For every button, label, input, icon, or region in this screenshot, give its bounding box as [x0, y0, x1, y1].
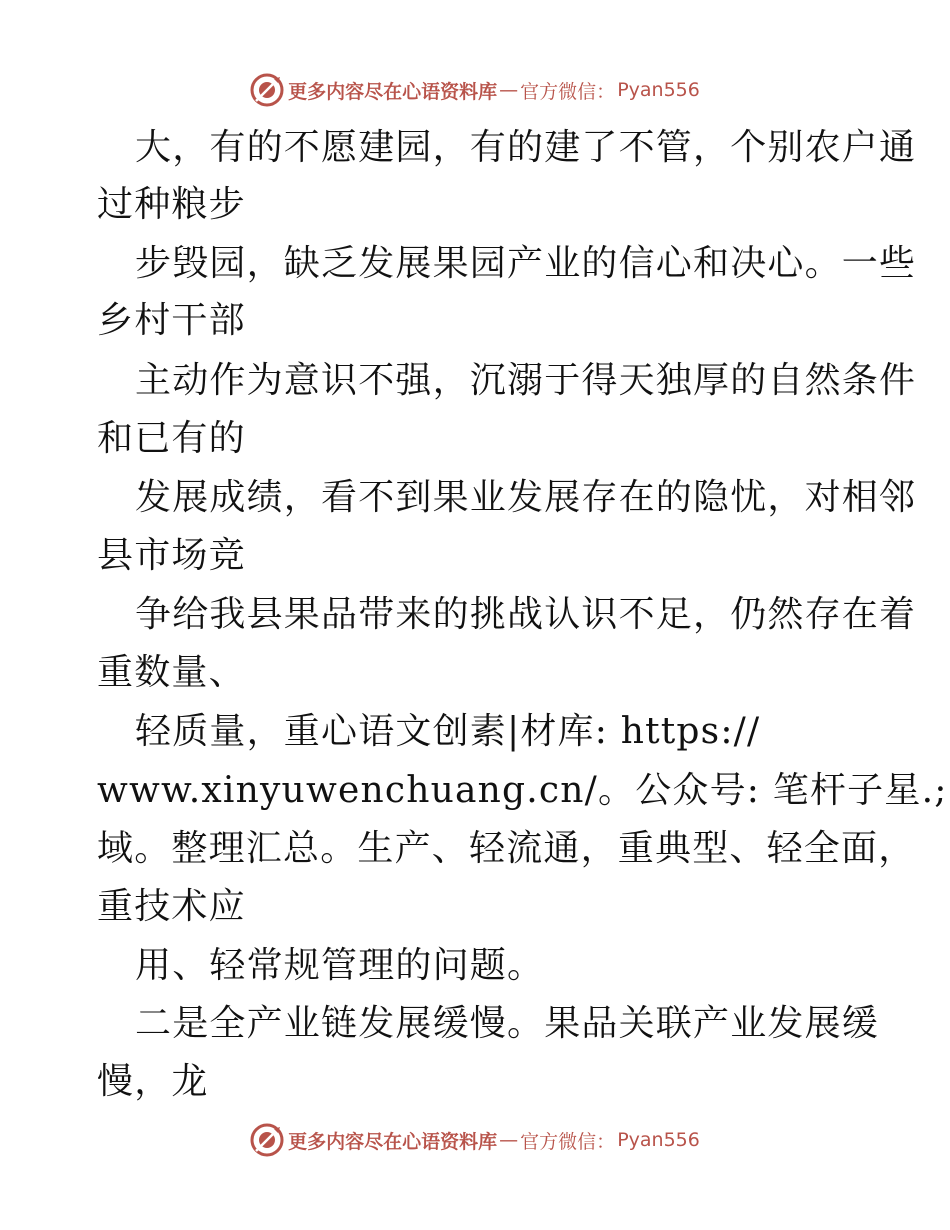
body-line: 域。整理汇总。生产、轻流通，重典型、轻全面， [97, 828, 916, 869]
body-line: 重数量、 [97, 652, 246, 693]
banner-wechat-id: Pyan556 [617, 1129, 700, 1151]
banner-site-text: 更多内容尽在心语资料库 [288, 1130, 498, 1153]
body-line: 县市场竞 [97, 535, 246, 576]
body-line: 慢，龙 [97, 1061, 209, 1102]
body-line: www.xinyuwenchuang.cn/。公众号: 笔杆子星.; [97, 770, 948, 811]
banner-wechat-label: 官方微信： [520, 1130, 616, 1153]
body-line: 用、轻常规管理的问题。 [135, 945, 545, 986]
body-line: 过种粮步 [97, 184, 246, 225]
body-line: 和已有的 [97, 418, 246, 459]
header-watermark-banner [0, 70, 950, 110]
body-line: 大，有的不愿建园，有的建了不管，个别农户通 [135, 127, 917, 168]
banner-site-text: 更多内容尽在心语资料库 [288, 80, 498, 103]
body-line: 乡村干部 [97, 300, 246, 341]
body-line: 二是全产业链发展缓慢。果品关联产业发展缓 [135, 1003, 880, 1044]
body-line: 步毁园，缺乏发展果园产业的信心和决心。一些 [135, 243, 917, 284]
red-quill-logo-icon [250, 1123, 284, 1157]
banner-wechat-label: 官方微信： [520, 80, 616, 103]
banner-separator: — [499, 1129, 519, 1151]
body-line: 轻质量，重心语文创素|材库: https:// [135, 711, 761, 752]
body-line: 主动作为意识不强，沉溺于得天独厚的自然条件 [135, 360, 917, 401]
body-line: 争给我县果品带来的挑战认识不足，仍然存在着 [135, 594, 917, 635]
red-quill-logo-icon [250, 73, 284, 107]
body-line: 重技术应 [97, 886, 246, 927]
footer-watermark-banner [0, 1120, 950, 1160]
banner-wechat-id: Pyan556 [617, 79, 700, 101]
body-line: 发展成绩，看不到果业发展存在的隐忧，对相邻 [135, 477, 917, 518]
banner-separator: — [499, 79, 519, 101]
